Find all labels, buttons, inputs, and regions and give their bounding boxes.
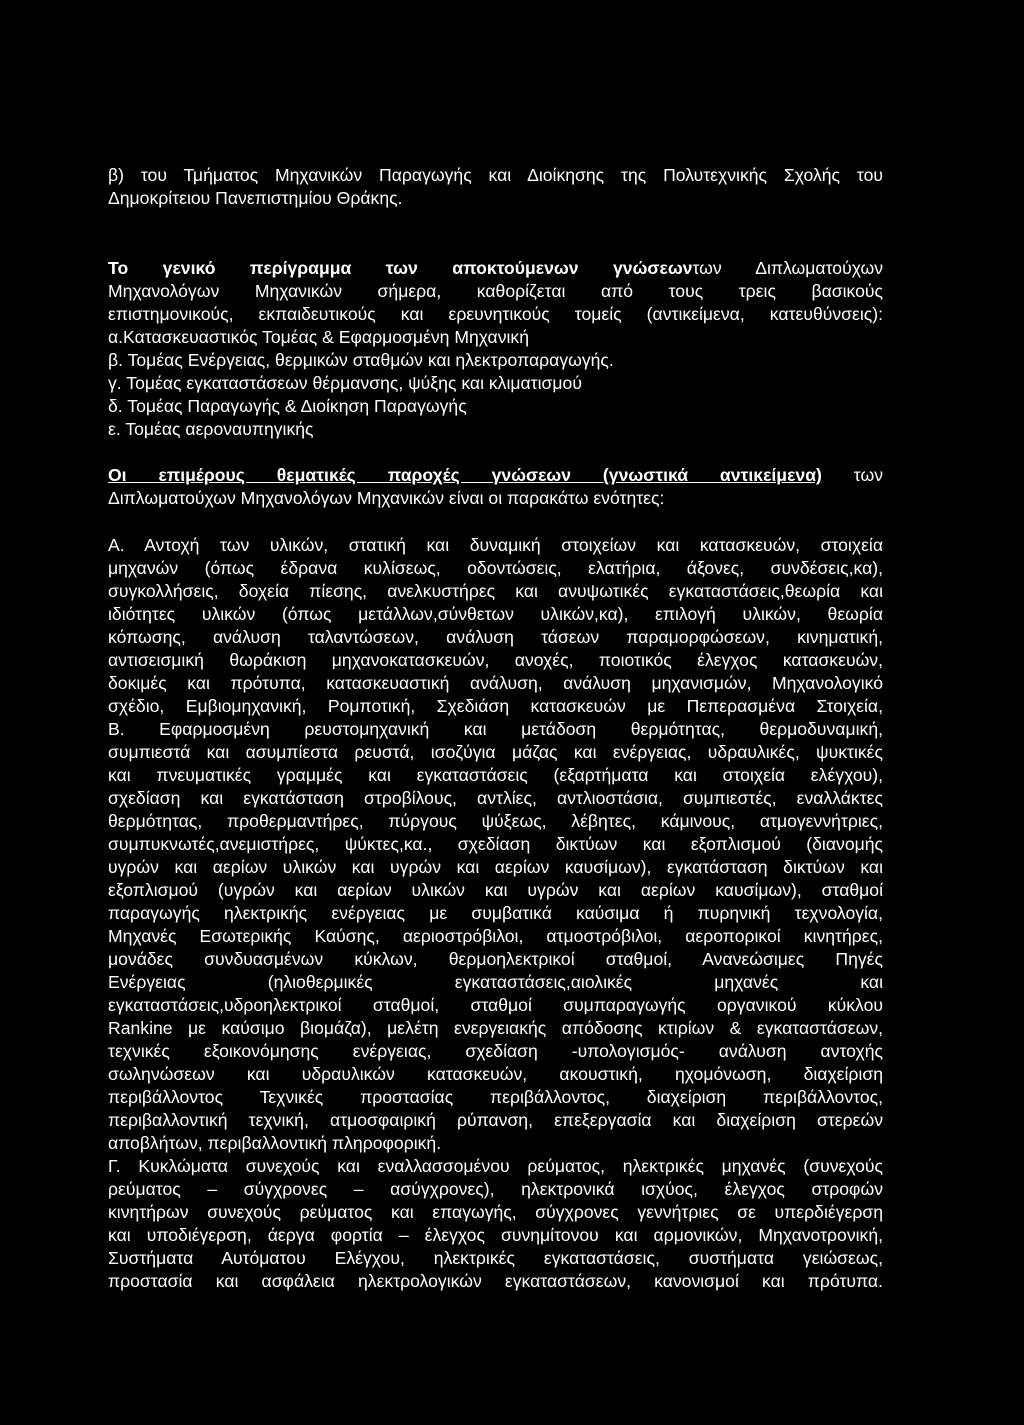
body-line: μηχανών (όπως έδρανα κυλίσεως, οδοντώσεις, ελατήρια, άξονες, συνδέσεις,κα), — [108, 558, 883, 578]
intro-paragraph — [108, 164, 883, 210]
outline-line: επιστημονικούς, εκπαιδευτικούς και ερευνητικούς τομείς (αντικείμενα, κατευθύνσεις): — [108, 304, 883, 324]
intro-line: Δημοκρίτειου Πανεπιστημίου Θράκης. — [108, 188, 403, 208]
body-line: Μηχανές Εσωτερικής Καύσης, αεριοστρόβιλοι, ατμοστρόβιλοι, αεροπορικοί κινητήρες, — [108, 926, 883, 946]
sector-item-c: γ. Τομέας εγκαταστάσεων θέρμανσης, ψύξης και κλιματισμού — [108, 373, 582, 393]
body-line: ιδιότητες υλικών (όπως μετάλλων,σύνθετων υλικών,κα), επιλογή υλικών, θεωρία — [108, 604, 883, 624]
body-line: Β. Εφαρμοσμένη ρευστομηχανική και μετάδοση θερμότητας, θερμοδυναμική, — [108, 719, 883, 739]
body-line: σωληνώσεων και υδραυλικών κατασκευών, ακουστική, ηχομόνωση, διαχείριση — [108, 1064, 883, 1084]
sector-item-b: β. Τομέας Ενέργειας, θερμικών σταθμών και ηλεκτροπαραγωγής. — [108, 350, 614, 370]
body-line: περιβαλλοντική τεχνική, ατμοσφαιρική ρύπανση, επεξεργασία και διαχείριση στερεών — [108, 1110, 883, 1130]
body-line: σχέδιο, Εμβιομηχανική, Ρομποτική, Σχεδιάση κατασκευών με Πεπερασμένα Στοιχεία, — [108, 696, 883, 716]
areas-heading-line — [108, 464, 883, 487]
body-line: θερμότητας, προθερμαντήρες, πύργους ψύξεως, λέβητες, κάμινους, ατμογεννήτριες, — [108, 811, 883, 831]
body-line: εγκαταστάσεις,υδροηλεκτρικοί σταθμοί, σταθμοί συμπαραγωγής οργανικού κύκλου — [108, 995, 883, 1015]
body-line: και πνευματικές γραμμές και εγκαταστάσεις (εξαρτήματα και στοιχεία ελέγχου), — [108, 765, 883, 785]
body-line: Ενέργειας (ηλιοθερμικές εγκαταστάσεις,αιολικές μηχανές και — [108, 972, 883, 992]
body-line: κόπωσης, ανάλυση ταλαντώσεων, ανάλυση τάσεων παραμορφώσεων, κινηματική, — [108, 627, 883, 647]
body-line: περιβάλλοντος Τεχνικές προστασίας περιβάλλοντος, διαχείριση περιβάλλοντος, — [108, 1087, 883, 1107]
body-line: ρεύματος – σύγχρονες – ασύγχρονες), ηλεκτρονικά ισχύος, έλεγχος στροφών — [108, 1179, 883, 1199]
body-line: συμπιεστά και ασυμπίεστα ρευστά, ισοζύγια μάζας και ενέργειας, υδραυλικές, ψυκτικές — [108, 742, 883, 762]
body-line: προστασία και ασφάλεια ηλεκτρολογικών εγκαταστάσεων, κανονισμοί και πρότυπα. — [108, 1271, 883, 1291]
body-line: αποβλήτων, περιβαλλοντική πληροφορική. — [108, 1133, 442, 1153]
outline-lead-bold: Το γενικό περίγραμμα των αποκτούμενων γνώσεων — [108, 258, 693, 278]
body-line: παραγωγής ηλεκτρικής ενέργειας με συμβατικά καύσιμα ή πυρηνική τεχνολογία, — [108, 903, 883, 923]
body-line: Συστήματα Αυτόματου Ελέγχου, ηλεκτρικές εγκαταστάσεις, συστήματα γειώσεως, — [108, 1248, 883, 1268]
body-line: εξοπλισμού (υγρών και αερίων υλικών και υγρών και αερίων καυσίμων), σταθμοί — [108, 880, 883, 900]
body-line: Γ. Κυκλώματα συνεχούς και εναλλασσομένου ρεύματος, ηλεκτρικές μηχανές (συνεχούς — [108, 1156, 883, 1176]
body-line: δοκιμές και πρότυπα, κατασκευαστική ανάλυση, ανάλυση μηχανισμών, Μηχανολογικό — [108, 673, 883, 693]
body-line: και υποδιέγερση, άεργα φορτία – έλεγχος συνημίτονου και αρμονικών, Μηχανοτρονική, — [108, 1225, 883, 1245]
body-line: αντισεισμική θωράκιση μηχανοκατασκευών, ανοχές, ποιοτικός έλεγχος κατασκευών, — [108, 650, 883, 670]
body-line: κινητήρων συνεχούς ρεύματος και επαγωγής, σύγχρονες γεννήτριες σε υπερδιέγερση — [108, 1202, 883, 1222]
areas-body — [108, 534, 883, 1293]
sector-item-a: α.Κατασκευαστικός Τομέας & Εφαρμοσμένη Μηχανική — [108, 327, 530, 347]
body-line: μονάδες συνδυασμένων κύκλων, θερμοηλεκτρικοί σταθμοί, Ανανεώσιμες Πηγές — [108, 949, 883, 969]
intro-line: β) του Τμήματος Μηχανικών Παραγωγής και Διοίκησης της Πολυτεχνικής Σχολής του — [108, 165, 883, 185]
body-line: τεχνικές εξοικονόμησης ενέργειας, σχεδίαση -υπολογισμός- ανάλυση αντοχής — [108, 1041, 883, 1061]
areas-heading — [108, 464, 883, 510]
outline-paragraph — [108, 257, 883, 441]
body-line: Rankine με καύσιμο βιομάζα), μελέτη ενεργειακής απόδοσης κτιρίων & εγκαταστάσεων, — [108, 1018, 883, 1038]
body-line: σχεδίαση και εγκατάσταση στροβίλους, αντλίες, αντλιοστάσια, συμπιεστές, εναλλάκτες — [108, 788, 883, 808]
body-line: Α. Αντοχή των υλικών, στατική και δυναμική στοιχείων και κατασκευών, στοιχεία — [108, 535, 883, 555]
areas-heading-rest: των — [853, 465, 884, 485]
body-line: συμπυκνωτές,ανεμιστήρες, ψύκτες,κα., σχεδίαση δικτύων και εξοπλισμού (διανομής — [108, 834, 883, 854]
areas-heading-bold: Οι επιμέρους θεματικές παροχές γνώσεων (γνωστικά αντικείμενα) — [108, 465, 822, 485]
body-line: συγκολλήσεις, δοχεία πίεσης, ανελκυστήρες και ανυψωτικές εγκαταστάσεις,θεωρία και — [108, 581, 883, 601]
outline-lead-line — [108, 257, 883, 280]
sector-item-d: δ. Τομέας Παραγωγής & Διοίκηση Παραγωγής — [108, 396, 467, 416]
outline-line: Μηχανολόγων Μηχανικών σήμερα, καθορίζεται από τους τρεις βασικούς — [108, 281, 883, 301]
body-line: υγρών και αερίων υλικών και υγρών και αερίων καυσίμων), εγκατάσταση δικτύων και — [108, 857, 883, 877]
sector-item-e: ε. Τομέας αεροναυπηγικής — [108, 419, 314, 439]
areas-heading-line: Διπλωματούχων Μηχανολόγων Μηχανικών είναι οι παρακάτω ενότητες: — [108, 488, 665, 508]
outline-lead-rest: των Διπλωματούχων — [692, 258, 883, 278]
